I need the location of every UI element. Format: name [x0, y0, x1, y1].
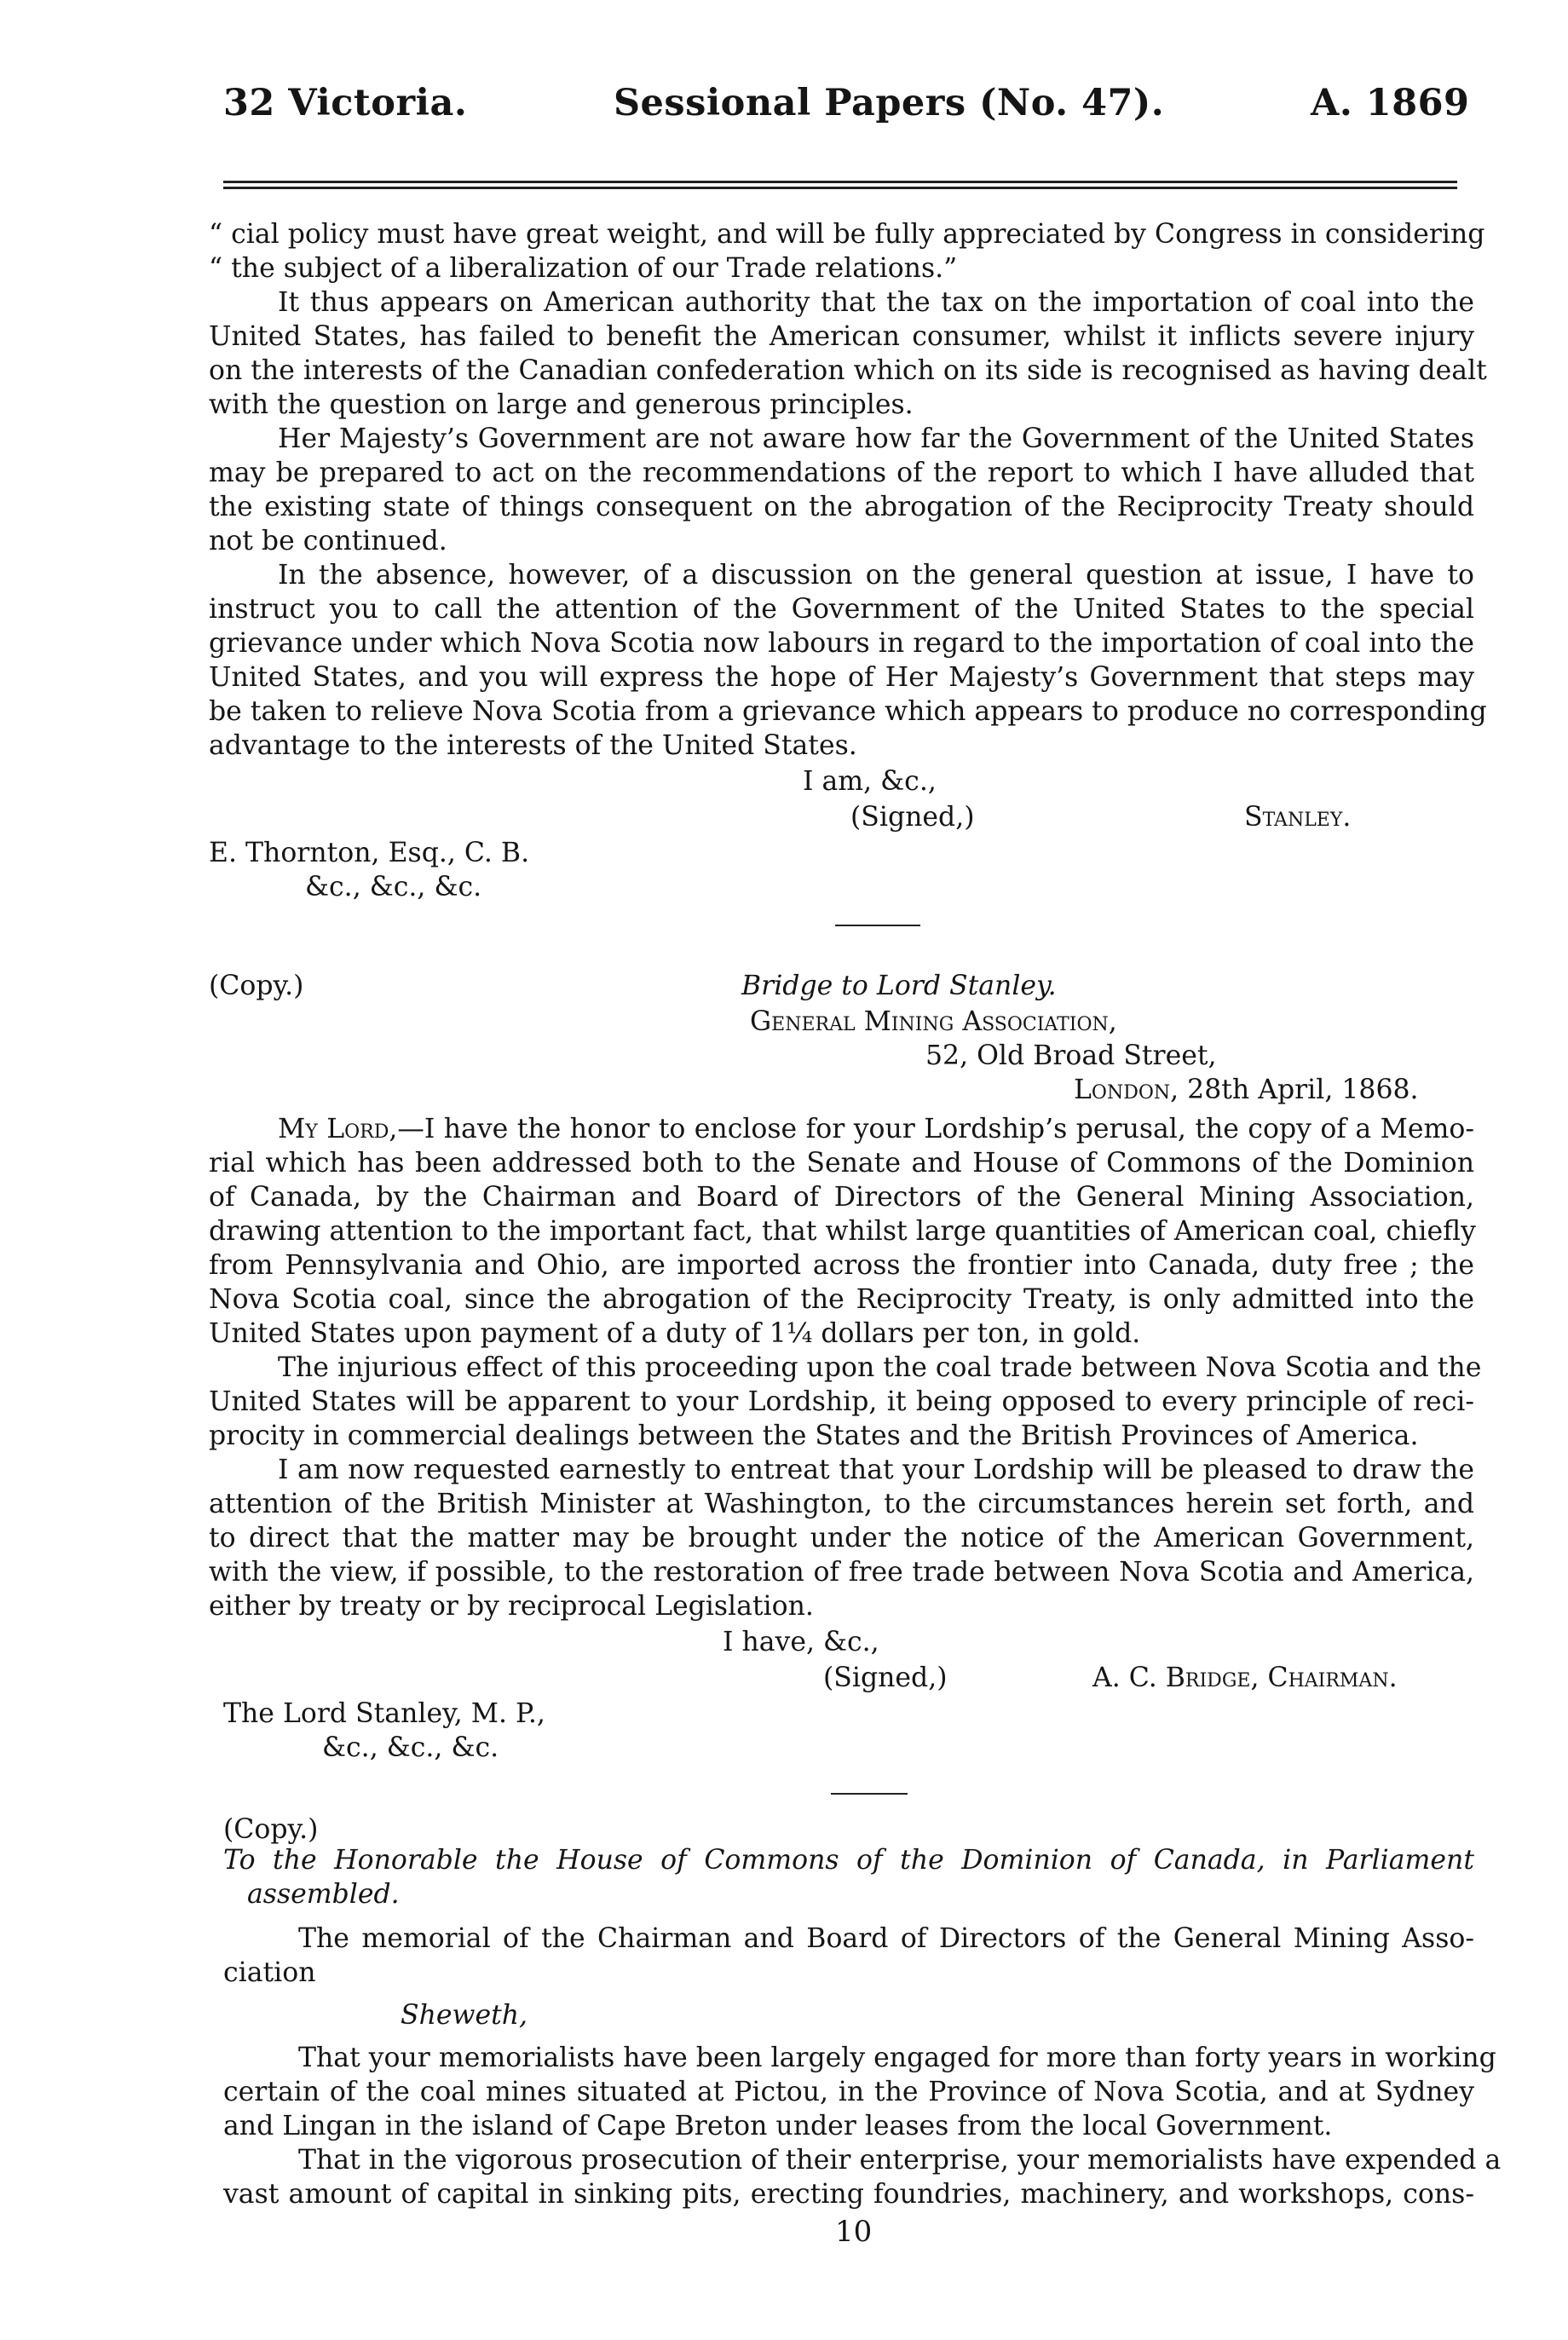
section-separator — [831, 1793, 908, 1795]
section-separator — [835, 925, 920, 926]
text-line: The injurious effect of this proceeding upon the coal trade between Nova Scotia and the — [278, 1352, 1482, 1383]
text-line: and Lingan in the island of Cape Breton under leases from the local Government. — [223, 2111, 1333, 2141]
sheweth: Sheweth, — [401, 2000, 528, 2031]
addressee: The Lord Stanley, M. P., — [223, 1698, 545, 1729]
text-line: vast amount of capital in sinking pits, erecting foundries, machinery, and workshops, cons- — [223, 2179, 1474, 2210]
text-span: —I have the honor to enclose for your Lordship’s perusal, the copy of a Memo- — [397, 1114, 1474, 1144]
text-line: ciation — [223, 1957, 316, 1988]
text-line: rial which has been addressed both to the Senate and House of Commons of the Dominion — [209, 1148, 1474, 1179]
signer-name: Stanley. — [1244, 802, 1352, 833]
copy-label: (Copy.) — [223, 1814, 319, 1845]
text-line: with the view, if possible, to the restoration of free trade between Nova Scotia and America, — [209, 1557, 1474, 1588]
text-line: United States, has failed to benefit the American consumer, whilst it inflicts severe injury — [209, 321, 1474, 352]
text-line: United States upon payment of a duty of 1¼ dollars per ton, in gold. — [209, 1318, 1141, 1349]
memorial-address-cont: assembled. — [247, 1879, 400, 1910]
text-line: from Pennsylvania and Ohio, are imported across the frontier into Canada, duty free ; the — [209, 1250, 1474, 1281]
text-line: United States will be apparent to your Lordship, it being opposed to every principle of reci- — [209, 1386, 1474, 1417]
text-line: certain of the coal mines situated at Pictou, in the Province of Nova Scotia, and at Sydney — [223, 2077, 1474, 2107]
text-line: instruct you to call the attention of the Government of the United States to the special — [209, 594, 1474, 625]
addressee-etc: &c., &c., &c. — [322, 1732, 499, 1763]
text-line: be taken to relieve Nova Scotia from a grievance which appears to produce no corresponding — [209, 696, 1487, 727]
text-line: “ cial policy must have great weight, and will be fully appreciated by Congress in considering — [209, 219, 1485, 250]
text-line: I am now requested earnestly to entreat that your Lordship will be pleased to draw the — [278, 1455, 1474, 1485]
text-line: either by treaty or by reciprocal Legislation. — [209, 1591, 814, 1622]
closing: I am, &c., — [803, 766, 937, 797]
memorial-address: To the Honorable the House of Commons of the Dominion of Canada, in Parliament — [223, 1845, 1474, 1876]
text-line: with the question on large and generous principles. — [209, 389, 914, 420]
text-line: advantage to the interests of the United States. — [209, 730, 857, 761]
text-line: United States, and you will express the hope of Her Majesty’s Government that steps may — [209, 662, 1474, 693]
header-rule-top — [223, 181, 1457, 183]
copy-label: (Copy.) — [209, 971, 304, 1001]
addressee: E. Thornton, Esq., C. B. — [209, 838, 530, 868]
header-left: 32 Victoria. — [223, 82, 468, 124]
salutation: My Lord, — [278, 1114, 398, 1144]
letter-title: Bridge to Lord Stanley. — [741, 971, 1057, 1001]
sender-street: 52, Old Broad Street, — [925, 1040, 1217, 1071]
text-line: of Canada, by the Chairman and Board of Directors of the General Mining Association, — [209, 1182, 1474, 1213]
sender-organization: General Mining Association, — [750, 1006, 1117, 1037]
text-line: That your memorialists have been largely engaged for more than forty years in working — [298, 2043, 1496, 2073]
text-line: That in the vigorous prosecution of their enterprise, your memorialists have expended a — [298, 2145, 1502, 2176]
text-line: drawing attention to the important fact, that whilst large quantities of American coal, chiefly — [209, 1216, 1476, 1247]
text-line: It thus appears on American authority that the tax on the importation of coal into the — [278, 287, 1474, 318]
text-line: not be continued. — [209, 526, 447, 556]
sender-city-date — [1074, 1074, 1419, 1106]
header-center: Sessional Papers (No. 47). — [614, 82, 1165, 124]
closing: I have, &c., — [723, 1627, 879, 1657]
text-line: Her Majesty’s Government are not aware how far the Government of the United States — [278, 424, 1474, 454]
sender-city: London, — [1074, 1075, 1179, 1105]
text-line: on the interests of the Canadian confederation which on its side is recognised as having dealt — [209, 355, 1487, 386]
signed-label: (Signed,) — [823, 1663, 948, 1693]
text-line: grievance under which Nova Scotia now labours in regard to the importation of coal into the — [209, 628, 1474, 659]
addressee-etc: &c., &c., &c. — [305, 872, 482, 902]
signer-name: A. C. Bridge, Chairman. — [1092, 1663, 1398, 1693]
text-line: attention of the British Minister at Washington, to the circumstances herein set forth, and — [209, 1489, 1474, 1519]
text-line: may be prepared to act on the recommendations of the report to which I have alluded that — [209, 458, 1474, 488]
text-line: Nova Scotia coal, since the abrogation of the Reciprocity Treaty, is only admitted into the — [209, 1284, 1474, 1315]
text-line: to direct that the matter may be brought under the notice of the American Government, — [209, 1523, 1474, 1553]
header-right: A. 1869 — [1311, 82, 1470, 124]
text-line: “ the subject of a liberalization of our Trade relations.” — [209, 253, 958, 284]
page-number: 10 — [835, 2215, 873, 2249]
text-line: the existing state of things consequent on the abrogation of the Reciprocity Treaty should — [209, 492, 1474, 522]
text-line — [278, 1113, 1474, 1145]
letter-date: 28th April, 1868. — [1187, 1075, 1419, 1105]
text-line: In the absence, however, of a discussion on the general question at issue, I have to — [278, 560, 1474, 591]
text-line: procity in commercial dealings between the States and the British Provinces of America. — [209, 1421, 1419, 1451]
header-rule-bottom — [223, 187, 1457, 189]
text-line: The memorial of the Chairman and Board of Directors of the General Mining Asso- — [298, 1923, 1474, 1954]
signed-label: (Signed,) — [850, 802, 975, 833]
